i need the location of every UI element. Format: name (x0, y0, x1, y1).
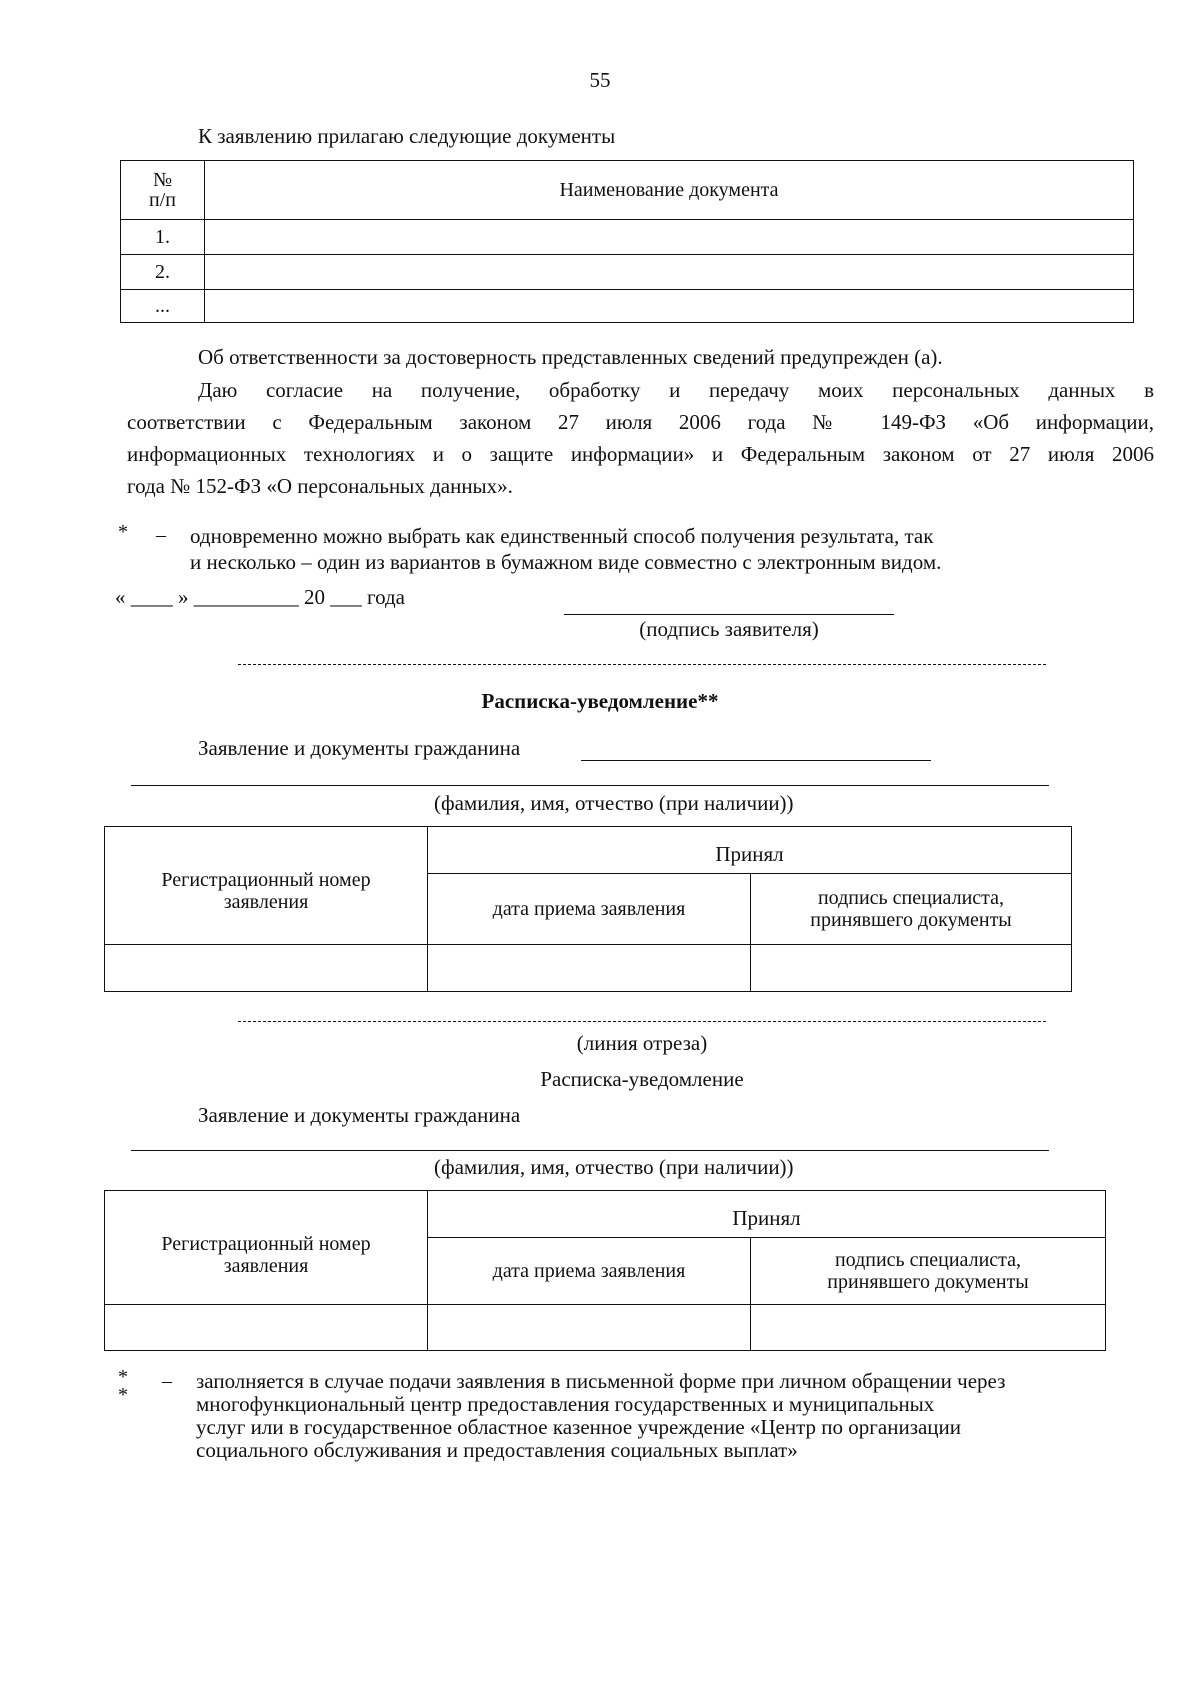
date-accepted-cell[interactable] (428, 945, 751, 992)
attachment-row-name[interactable] (205, 255, 1134, 290)
note2-line-2: многофункциональный центр предоставления государственных и муниципальных (196, 1392, 935, 1416)
dashed-separator (238, 664, 1046, 665)
reg-number-cell[interactable] (105, 945, 428, 992)
responsibility-text: Об ответственности за достоверность представленных сведений предупрежден (а). (198, 345, 943, 369)
fio-caption-2: (фамилия, имя, отчество (при наличии)) (434, 1155, 794, 1179)
page-number: 55 (589, 68, 611, 92)
note2-asterisks: * * (118, 1366, 128, 1406)
citizen-label-2: Заявление и документы гражданина (198, 1103, 521, 1127)
attachments-intro: К заявлению прилагаю следующие документы (198, 124, 616, 148)
citizen-label: Заявление и документы гражданина (198, 736, 521, 760)
receipt-title-2: Расписка-уведомление (540, 1067, 744, 1091)
col-number-header: № п/п (121, 161, 205, 220)
fio-line-2[interactable] (131, 1150, 1049, 1151)
note2-dash: – (162, 1370, 172, 1392)
signature-caption: (подпись заявителя) (639, 617, 819, 641)
reg-number-header-2: Регистрационный номер заявления (105, 1191, 428, 1305)
fio-line[interactable] (131, 785, 1049, 786)
consent-line-4: года № 152-ФЗ «О персональных данных». (127, 474, 513, 498)
consent-line-1: Даю согласие на получение, обработку и передачу моих персональных данных в (198, 378, 1154, 402)
col-document-name-header: Наименование документа (205, 161, 1134, 220)
date-accepted-header: дата приема заявления (428, 874, 751, 945)
reg-number-header: Регистрационный номер заявления (105, 827, 428, 945)
cut-dashed-line (238, 1021, 1046, 1022)
note2-line-4: социального обслуживания и предоставления социальных выплат» (196, 1438, 798, 1462)
receipt-title: Расписка-уведомление** (481, 689, 719, 713)
attachment-row-number: 1. (121, 220, 205, 255)
note-line-1: одновременно можно выбрать как единственный способ получения результата, так (190, 524, 934, 548)
attachment-row-name[interactable] (205, 220, 1134, 255)
note2-line-3: услуг или в государственное областное казенное учреждение «Центр по организации (196, 1415, 962, 1439)
specialist-signature-header-2: подпись специалиста, принявшего документы (751, 1238, 1106, 1305)
attachment-row-name[interactable] (205, 290, 1134, 323)
attachment-row-number: ... (121, 290, 205, 323)
accepted-header: Принял (428, 827, 1072, 874)
reg-number-cell-2[interactable] (105, 1305, 428, 1351)
attachment-row-number: 2. (121, 255, 205, 290)
fio-caption: (фамилия, имя, отчество (при наличии)) (434, 791, 794, 815)
date-accepted-cell-2[interactable] (428, 1305, 751, 1351)
cut-line-caption: (линия отреза) (576, 1031, 708, 1055)
note-asterisk: * (118, 521, 128, 543)
note-dash: – (156, 524, 166, 546)
date-field[interactable]: « ____ » __________ 20 ___ года (115, 585, 405, 609)
specialist-signature-cell[interactable] (751, 945, 1072, 992)
consent-line-3: информационных технологиях и о защите информации» и Федеральным законом от 27 июля 2006 (127, 442, 1154, 466)
signature-line[interactable] (564, 614, 894, 615)
note2-line-1: заполняется в случае подачи заявления в письменной форме при личном обращении через (196, 1369, 1006, 1393)
date-accepted-header-2: дата приема заявления (428, 1238, 751, 1305)
consent-line-2: соответствии с Федеральным законом 27 июля 2006 года № 149-ФЗ «Об информации, (127, 410, 1154, 434)
specialist-signature-cell-2[interactable] (751, 1305, 1106, 1351)
accepted-header-2: Принял (428, 1191, 1106, 1238)
note-line-2: и несколько – один из вариантов в бумажном виде совместно с электронным видом. (190, 550, 942, 574)
receipt-table-2 (104, 1190, 1106, 1351)
receipt-table (104, 826, 1072, 992)
specialist-signature-header: подпись специалиста, принявшего документы (751, 874, 1072, 945)
attachments-table (120, 160, 1134, 323)
citizen-name-line[interactable] (581, 760, 931, 761)
